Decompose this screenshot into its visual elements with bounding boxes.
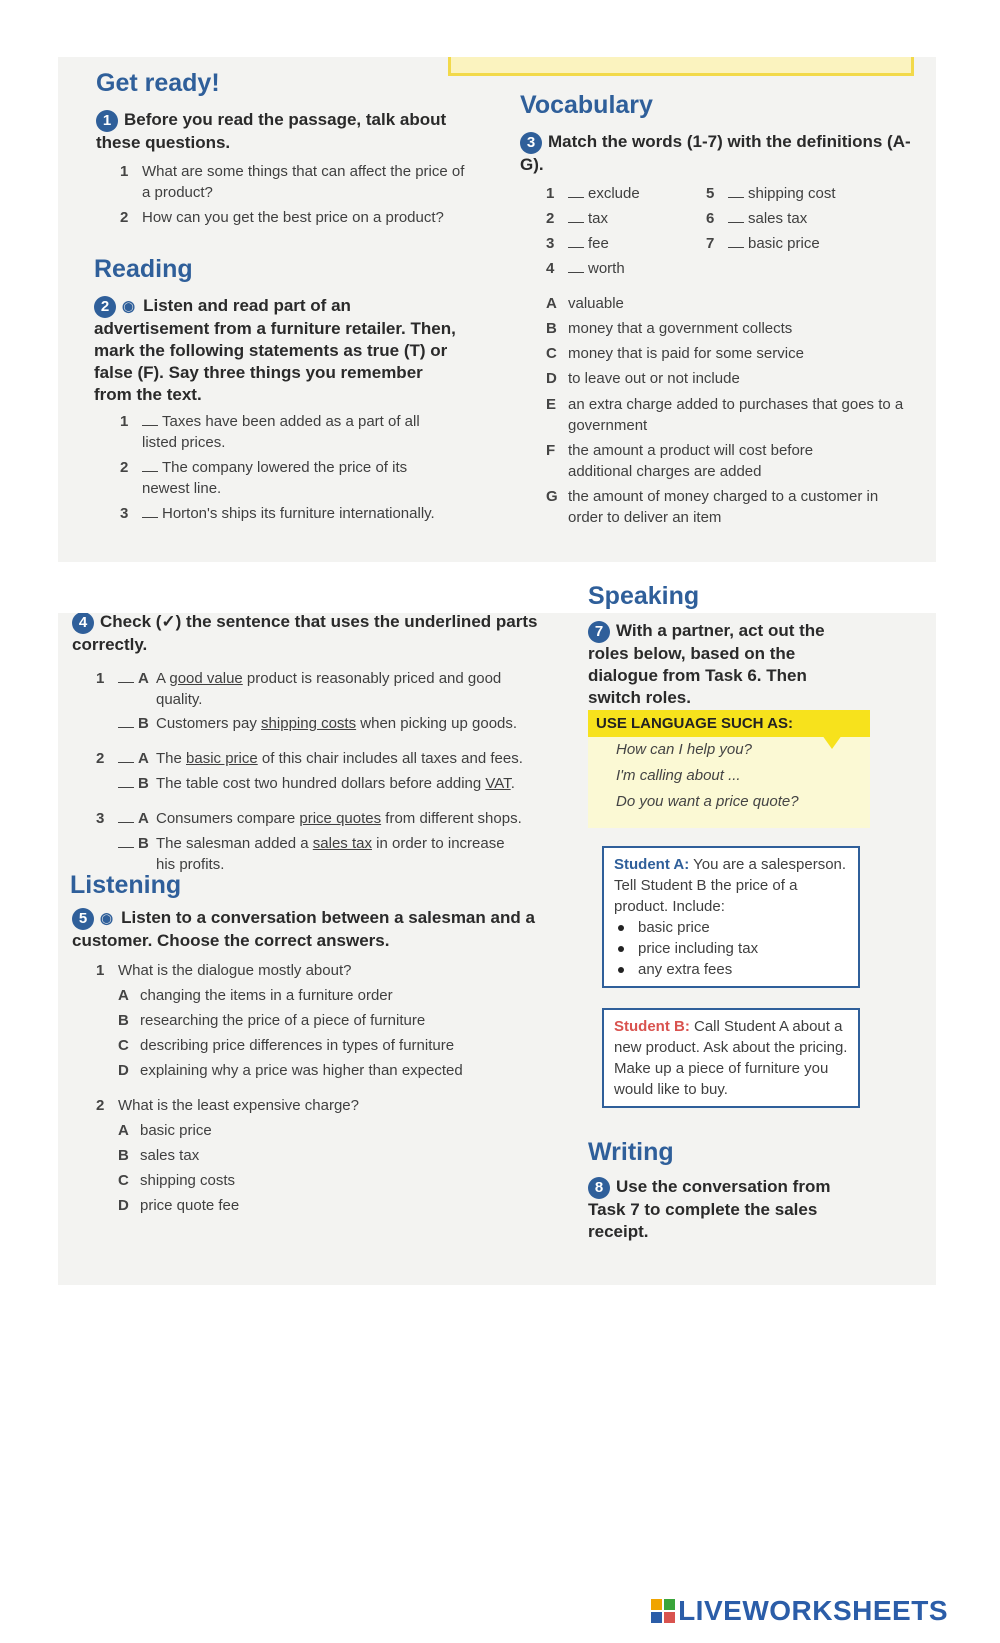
answer-blank[interactable] bbox=[142, 517, 158, 518]
speaking-heading: Speaking bbox=[588, 582, 700, 610]
vocab-definition: F the amount a product will cost before additional charges are added bbox=[546, 442, 814, 480]
listening-option[interactable]: B researching the price of a piece of furniture bbox=[118, 1012, 426, 1029]
check-item: 2 A The basic price of this chair includes all taxes and fees. bbox=[96, 750, 523, 767]
check-item: B The table cost two hundred dollars before adding VAT. bbox=[96, 773, 566, 794]
vocab-word: 3 fee bbox=[546, 235, 609, 252]
vocab-word: 4 worth bbox=[546, 260, 625, 277]
answer-blank[interactable] bbox=[568, 197, 584, 198]
headphones-icon: ◉ bbox=[100, 909, 114, 927]
student-a-card: Student A: You are a salesperson. Tell Student B the price of a product. Include: basic price price including tax any extra fees bbox=[602, 846, 860, 988]
language-phrase: I'm calling about ... bbox=[616, 767, 741, 784]
answer-blank[interactable] bbox=[142, 471, 158, 472]
check-blank[interactable] bbox=[118, 847, 134, 848]
vocab-word: 2 tax bbox=[546, 210, 609, 227]
answer-blank[interactable] bbox=[568, 247, 584, 248]
get-ready-task: 1 Before you read the passage, talk about these questions. bbox=[96, 110, 447, 152]
answer-blank[interactable] bbox=[568, 222, 584, 223]
writing-heading: Writing bbox=[588, 1138, 674, 1166]
language-phrase: Do you want a price quote? bbox=[616, 793, 799, 810]
student-b-card: Student B: Call Student A about a new product. Ask about the pricing. Make up a piece of furniture you would like to buy. bbox=[602, 1008, 860, 1108]
vocab-definition: D to leave out or not include bbox=[546, 370, 740, 387]
vocabulary-task: 3 Match the words (1-7) with the definitions (A-G). bbox=[520, 132, 911, 174]
check-blank[interactable] bbox=[118, 787, 134, 788]
check-item: B The salesman added a sales tax in order to increase his profits. bbox=[96, 833, 536, 875]
reading-statement: 3 Horton's ships its furniture internationally. bbox=[120, 505, 435, 522]
vocabulary-heading: Vocabulary bbox=[520, 91, 653, 119]
headphones-icon: ◉ bbox=[122, 297, 136, 315]
task-number: 1 bbox=[96, 110, 118, 132]
listening-option[interactable]: D explaining why a price was higher than expected bbox=[118, 1062, 463, 1079]
vocab-definition: G the amount of money charged to a customer in order to deliver an item bbox=[546, 488, 879, 526]
liveworksheets-logo: LIVEWORKSHEETS bbox=[651, 1595, 948, 1627]
listening-task: 5 ◉ Listen to a conversation between a salesman and a customer. Choose the correct answers. bbox=[72, 908, 535, 950]
listening-option[interactable]: C shipping costs bbox=[118, 1172, 236, 1189]
check-task-text: 4 Check (✓) the sentence that uses the underlined parts correctly. bbox=[72, 613, 538, 654]
check-blank[interactable] bbox=[118, 727, 134, 728]
check-item: 1 A A good value product is reasonably priced and good quality. bbox=[96, 670, 502, 708]
reading-statement: 1 Taxes have been added as a part of all listed prices. bbox=[120, 413, 420, 451]
check-blank[interactable] bbox=[118, 822, 134, 823]
get-ready-question: 2 How can you get the best price on a product? bbox=[120, 209, 444, 226]
vocab-definition: A valuable bbox=[546, 295, 624, 312]
answer-blank[interactable] bbox=[728, 247, 744, 248]
speaking-task: 7 With a partner, act out the roles below, based on the dialogue from Task 6. Then switch roles. bbox=[588, 621, 825, 707]
listening-option[interactable]: A basic price bbox=[118, 1122, 212, 1139]
answer-blank[interactable] bbox=[728, 222, 744, 223]
listening-option[interactable]: B sales tax bbox=[118, 1147, 200, 1164]
textbook-page-1 bbox=[58, 57, 936, 562]
check-blank[interactable] bbox=[118, 762, 134, 763]
vocab-word: 1 exclude bbox=[546, 185, 640, 202]
vocab-word: 5 shipping cost bbox=[706, 185, 836, 202]
vocab-word: 7 basic price bbox=[706, 235, 820, 252]
get-ready-question: 1 What are some things that can affect the price of a product? bbox=[120, 163, 465, 201]
get-ready-heading: Get ready! bbox=[96, 69, 220, 97]
listening-heading: Listening bbox=[70, 871, 182, 899]
listening-question: 2 What is the least expensive charge? bbox=[96, 1097, 359, 1114]
grid-logo-icon bbox=[651, 1598, 675, 1622]
vocab-definition: E an extra charge added to purchases that goes to a government bbox=[546, 396, 904, 434]
check-blank[interactable] bbox=[118, 682, 134, 683]
vocab-definition: C money that is paid for some service bbox=[546, 345, 804, 362]
listening-question: 1 What is the dialogue mostly about? bbox=[96, 962, 352, 979]
reading-heading: Reading bbox=[94, 255, 193, 283]
vocab-definition: B money that a government collects bbox=[546, 320, 793, 337]
language-box bbox=[588, 710, 870, 828]
check-item: 3 A Consumers compare price quotes from different shops. bbox=[96, 810, 522, 827]
speech-pointer bbox=[822, 735, 842, 749]
decorative-frame bbox=[448, 57, 914, 76]
reading-task: 2 ◉ Listen and read part of an advertisement from a furniture retailer. Then, mark the following statements as true (T) or false (F). Say three things you remember from the text. bbox=[94, 296, 456, 404]
answer-blank[interactable] bbox=[142, 425, 158, 426]
listening-option[interactable]: A changing the items in a furniture order bbox=[118, 987, 393, 1004]
check-item: B Customers pay shipping costs when picking up goods. bbox=[96, 713, 556, 734]
listening-option[interactable]: C describing price differences in types of furniture bbox=[118, 1037, 455, 1054]
vocab-word: 6 sales tax bbox=[706, 210, 808, 227]
listening-option[interactable]: D price quote fee bbox=[118, 1197, 240, 1214]
language-phrase: How can I help you? bbox=[616, 741, 752, 758]
reading-statement: 2 The company lowered the price of its newest line. bbox=[120, 459, 408, 497]
language-box-heading: USE LANGUAGE SUCH AS: bbox=[588, 710, 870, 737]
answer-blank[interactable] bbox=[728, 197, 744, 198]
answer-blank[interactable] bbox=[568, 272, 584, 273]
writing-task: 8 Use the conversation from Task 7 to complete the sales receipt. bbox=[588, 1177, 831, 1241]
